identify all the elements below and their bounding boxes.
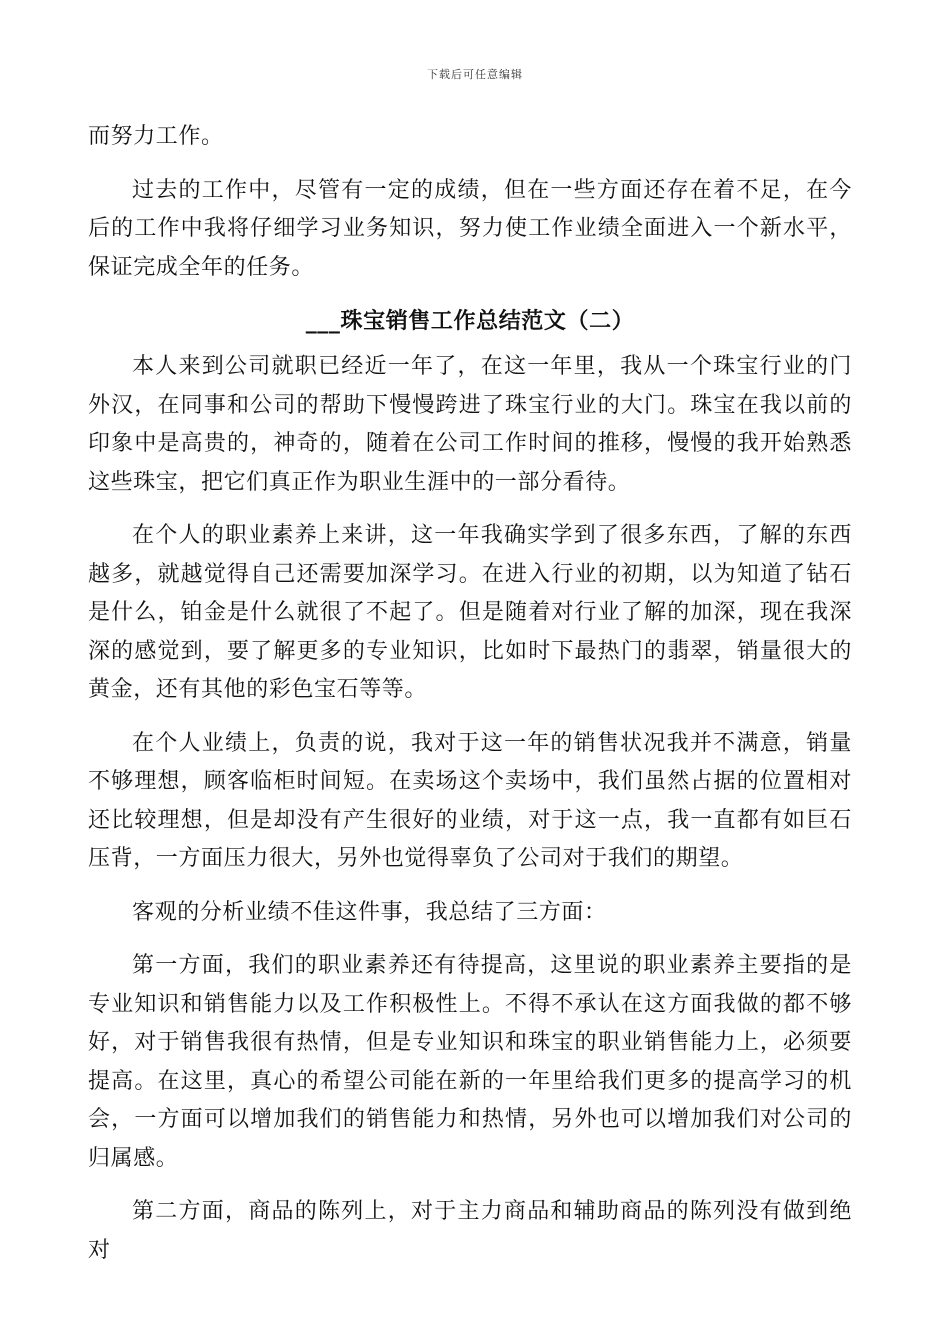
section-title: ___珠宝销售工作总结范文（二） [305, 308, 635, 334]
paragraph-first-aspect: 第一方面，我们的职业素养还有待提高，这里说的职业素养主要指的是专业知识和销售能力以及工作积极性上。不得不承认在这方面我做的都不够好，对于销售我很有热情，但是专业知识和珠宝的职业销售能力上，必须要提高。在这里，真心的希望公司能在新的一年里给我们更多的提高学习的机会，一方面可以增加我们的销售能力和热情，另外也可以增加我们对公司的归属感。 [88, 953, 852, 1171]
header-note: 下载后可任意编辑 [427, 68, 523, 81]
paragraph-second-aspect: 第二方面，商品的陈列上，对于主力商品和辅助商品的陈列没有做到绝对 [88, 1199, 852, 1263]
paragraph-analysis: 客观的分析业绩不佳这件事，我总结了三方面： [132, 899, 607, 925]
document-body [88, 118, 852, 1270]
paragraph-continuation: 而努力工作。 [88, 124, 224, 149]
paragraph-professional: 在个人的职业素养上来讲，这一年我确实学到了很多东西，了解的东西越多，就越觉得自己还需要加深学习。在进入行业的初期，以为知道了钻石是什么，铂金是什么就很了不起了。但是随着对行业了解的加深，现在我深深的感觉到，要了解更多的专业知识，比如时下最热门的翡翠，销量很大的黄金，还有其他的彩色宝石等等。 [88, 523, 852, 702]
paragraph-performance: 在个人业绩上，负责的说，我对于这一年的销售状况我并不满意，销量不够理想，顾客临柜时间短。在卖场这个卖场中，我们虽然占据的位置相对还比较理想，但是却没有产生很好的业绩，对于这一点，我一直都有如巨石压背，一方面压力很大，另外也觉得辜负了公司对于我们的期望。 [88, 730, 852, 871]
paragraph-intro: 本人来到公司就职已经近一年了，在这一年里，我从一个珠宝行业的门外汉，在同事和公司的帮助下慢慢跨进了珠宝行业的大门。珠宝在我以前的印象中是高贵的，神奇的，随着在公司工作时间的推移，慢慢的我开始熟悉这些珠宝，把它们真正作为职业生涯中的一部分看待。 [88, 354, 852, 495]
paragraph-summary: 过去的工作中，尽管有一定的成绩，但在一些方面还存在着不足，在今后的工作中我将仔细学习业务知识，努力使工作业绩全面进入一个新水平，保证完成全年的任务。 [88, 177, 852, 280]
